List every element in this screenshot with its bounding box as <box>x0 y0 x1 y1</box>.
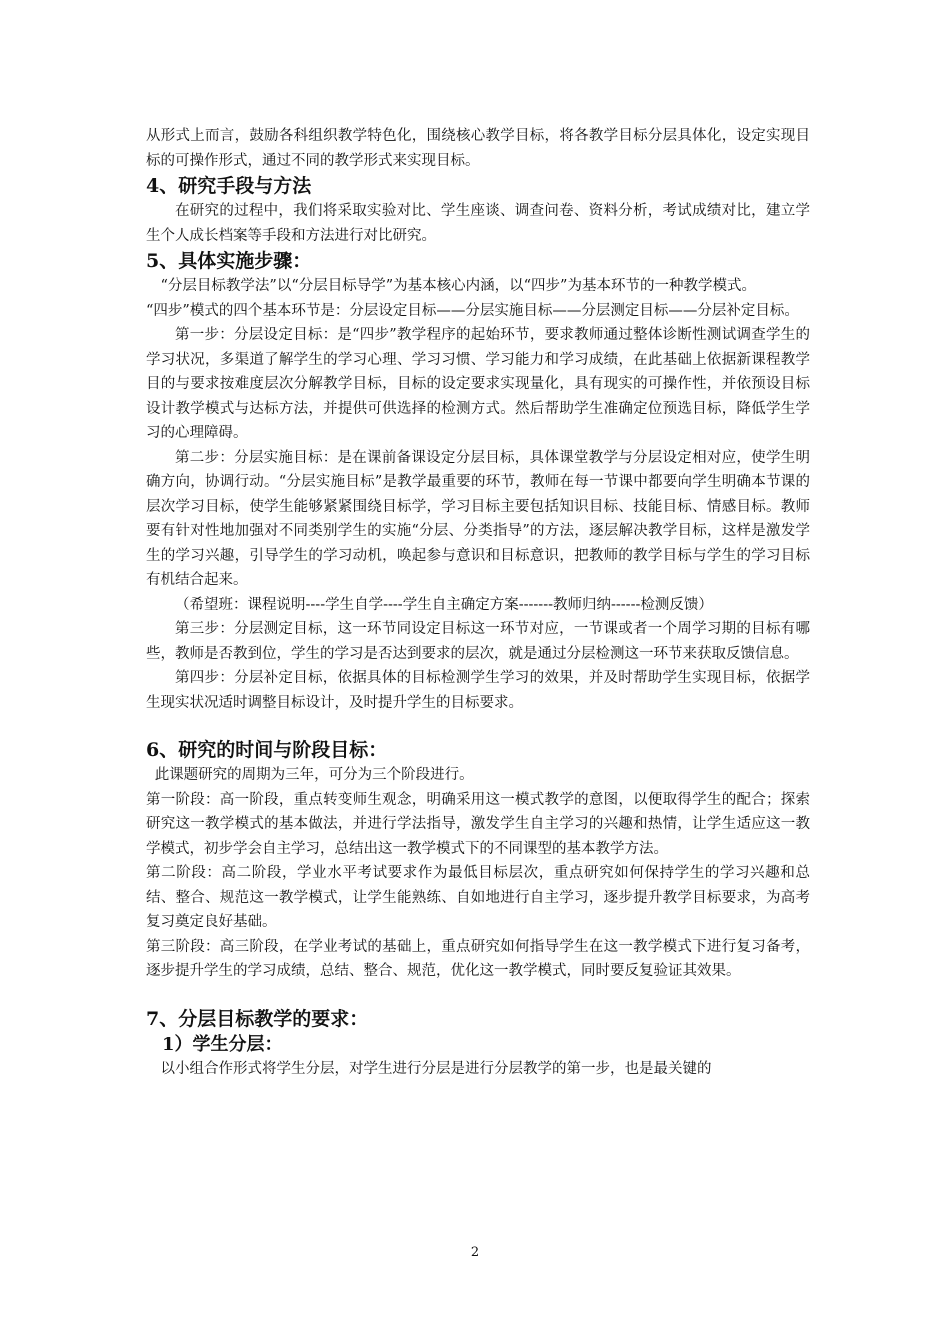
paragraph-stage-1: 第一阶段：高一阶段，重点转变师生观念，明确采用这一模式教学的意图，以便取得学生的配合；探索研究这一教学模式的基本做法，并进行学法指导，激发学生自主学习的兴趣和热情，让学生适应这一教学模式，初步学会自主学习，总结出这一教学模式下的不同课型的基本教学方法。 <box>146 791 810 857</box>
paragraph-stage-2: 第二阶段：高二阶段，学业水平考试要求作为最低目标层次，重点研究如何保持学生的学习兴趣和总结、整合、规范这一教学模式，让学生能熟练、自如地进行自主学习，逐步提升教学目标要求，为高考复习奠定良好基础。 <box>146 865 810 930</box>
page-number: 2 <box>470 1245 480 1260</box>
heading-7: 7、分层目标教学的要求： <box>146 1007 369 1030</box>
spacer <box>146 715 810 737</box>
paragraph-four-steps: “四步”模式的四个基本环节是：分层设定目标——分层实施目标——分层测定目标——分层补定目标。 <box>146 302 799 319</box>
heading-6: 6、研究的时间与阶段目标： <box>146 739 388 761</box>
paragraph-student-layering: 以小组合作形式将学生分层，对学生进行分层是进行分层教学的第一步，也是最关键的 <box>160 1060 712 1077</box>
paragraph-method-definition: “分层目标教学法”以“分层目标导学”为基本核心内涵，以“四步”为基本环节的一种教学模式。 <box>160 278 756 294</box>
heading-5: 5、具体实施步骤： <box>146 250 312 272</box>
paragraph-note: （希望班：课程说明----学生自学----学生自主确定方案-------教师归纳------检测反馈） <box>175 596 713 613</box>
paragraph-step-3: 第三步：分层测定目标，这一环节同设定目标这一环节对应，一节课或者一个周学习期的目标有哪些，教师是否教到位，学生的学习是否达到要求的层次，就是通过分层检测这一环节来获取反馈信息。 <box>146 621 810 662</box>
heading-4: 4、研究手段与方法 <box>146 175 312 197</box>
page-content <box>146 124 810 1081</box>
paragraph-step-4: 第四步：分层补定目标，依据具体的目标检测学生学习的效果，并及时帮助学生实现目标，依据学生现实状况适时调整目标设计，及时提升学生的目标要求。 <box>146 670 810 711</box>
paragraph-step-1: 第一步：分层设定目标：是“四步”教学程序的起始环节，要求教师通过整体诊断性测试调查学生的学习状况，多渠道了解学生的学习心理、学习习惯、学习能力和学习成绩，在此基础上依据新课程教学目的与要求按难度层次分解教学目标，目标的设定要求实现量化，具有现实的可操作性，并依预设目标设计教学模式与达标方法，并提供可供选择的检测方式。然后帮助学生准确定位预选目标，降低学生学习的心理障碍。 <box>146 327 810 441</box>
intro-paragraph: 从形式上而言，鼓励各科组织教学特色化，围绕核心教学目标，将各教学目标分层具体化，设定实现目标的可操作形式，通过不同的教学形式来实现目标。 <box>146 128 810 169</box>
paragraph-research-methods: 在研究的过程中，我们将采取实验对比、学生座谈、调查问卷、资料分析，考试成绩对比，建立学生个人成长档案等手段和方法进行对比研究。 <box>146 203 810 244</box>
spacer <box>146 984 810 1006</box>
paragraph-step-2: 第二步：分层实施目标：是在课前备课设定分层目标，具体课堂教学与分层设定相对应，使学生明确方向，协调行动。“分层实施目标”是教学最重要的环节，教师在每一节课中都要向学生明确本节课的层次学习目标，使学生能够紧紧围绕目标学，学习目标主要包括知识目标、技能目标、情感目标。教师要有针对性地加强对不同类别学生的实施“分层、分类指导”的方法，逐层解决教学目标，这样是激发学生的学习兴趣，引导学生的学习动机，唤起参与意识和目标意识，把教师的教学目标与学生的学习目标有机结合起来。 <box>146 449 810 588</box>
heading-7-1: 1）学生分层： <box>162 1033 283 1055</box>
paragraph-period: 此课题研究的周期为三年，可分为三个阶段进行。 <box>154 767 474 783</box>
paragraph-stage-3: 第三阶段：高三阶段，在学业考试的基础上，重点研究如何指导学生在这一教学模式下进行复习备考，逐步提升学生的学习成绩，总结、整合、规范，优化这一教学模式，同时要反复验证其效果。 <box>146 938 810 979</box>
